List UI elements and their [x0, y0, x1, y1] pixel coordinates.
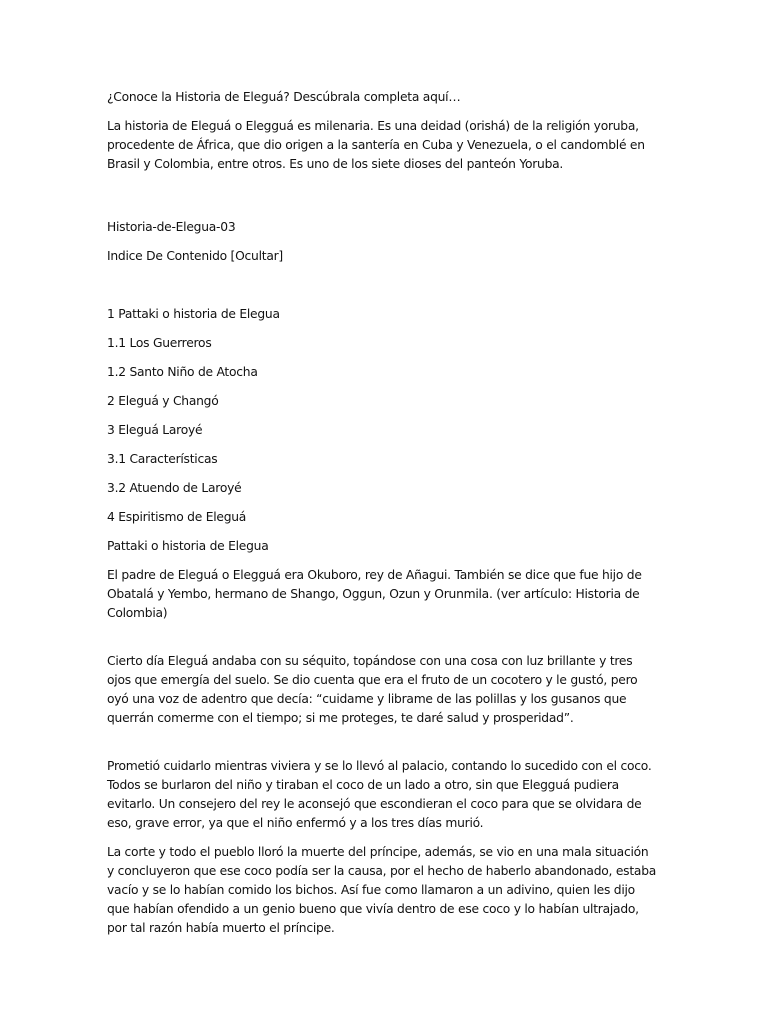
body-paragraph: Prometió cuidarlo mientras viviera y se lo llevó al palacio, contando lo sucedido con el coco. Todos se burlaron del niño y tiraban el coco de un lado a otro, sin que Elegguá pudiera evitarlo. Un consejero del rey le aconsejó que escondieran el coco para que se olvidara de eso, grave error, ya que el niño enfermó y a los tres días murió.	[107, 759, 652, 830]
toc-item: 1.2 Santo Niño de Atocha	[107, 365, 258, 379]
body-paragraph: El padre de Eleguá o Elegguá era Okuboro, rey de Añagui. También se dice que fue hijo de Obatalá y Yembo, hermano de Shango, Oggun, Ozun y Orunmila. (ver artículo: Historia de Colombia)	[107, 568, 642, 620]
toc-item: 3.2 Atuendo de Laroyé	[107, 481, 242, 495]
body-paragraph: La corte y todo el pueblo lloró la muerte del príncipe, además, se vio en una mala situación y concluyeron que ese coco podía ser la causa, por el hecho de haberlo abandonado, estaba vacío y se lo habían comido los bichos. Así fue como llamaron a un adivino, quien les dijo que habían ofendido a un genio bueno que vivía dentro de ese coco y lo habían ultrajado, por tal razón había muerto el príncipe.	[107, 845, 657, 935]
toc-item: 1 Pattaki o historia de Elegua	[107, 307, 280, 321]
toc-item: 4 Espiritismo de Eleguá	[107, 510, 247, 524]
toc-item: 3 Eleguá Laroyé	[107, 423, 203, 437]
toc-title: Indice De Contenido [Ocultar]	[107, 249, 283, 263]
document-page	[107, 88, 659, 938]
table-of-contents	[107, 305, 659, 527]
image-caption: Historia-de-Elegua-03	[107, 220, 236, 234]
intro-paragraph: La historia de Eleguá o Elegguá es milenaria. Es una deidad (orishá) de la religión yoruba, procedente de África, que dio origen a la santería en Cuba y Venezuela, o el candomblé en Brasil y Colombia, entre otros. Es uno de los siete dioses del panteón Yoruba.	[107, 119, 645, 171]
section-heading: Pattaki o historia de Elegua	[107, 539, 269, 553]
toc-item: 1.1 Los Guerreros	[107, 336, 212, 350]
toc-item: 3.1 Características	[107, 452, 218, 466]
toc-item: 2 Eleguá y Changó	[107, 394, 219, 408]
intro-question: ¿Conoce la Historia de Eleguá? Descúbrala completa aquí…	[107, 90, 461, 104]
body-paragraph: Cierto día Eleguá andaba con su séquito, topándose con una cosa con luz brillante y tres ojos que emergía del suelo. Se dio cuenta que era el fruto de un cocotero y le gustó, pero oyó una voz de adentro que decía: “cuidame y librame de las polillas y los gusanos que querrán comerme con el tiempo; si me proteges, te daré salud y prosperidad”.	[107, 654, 638, 725]
